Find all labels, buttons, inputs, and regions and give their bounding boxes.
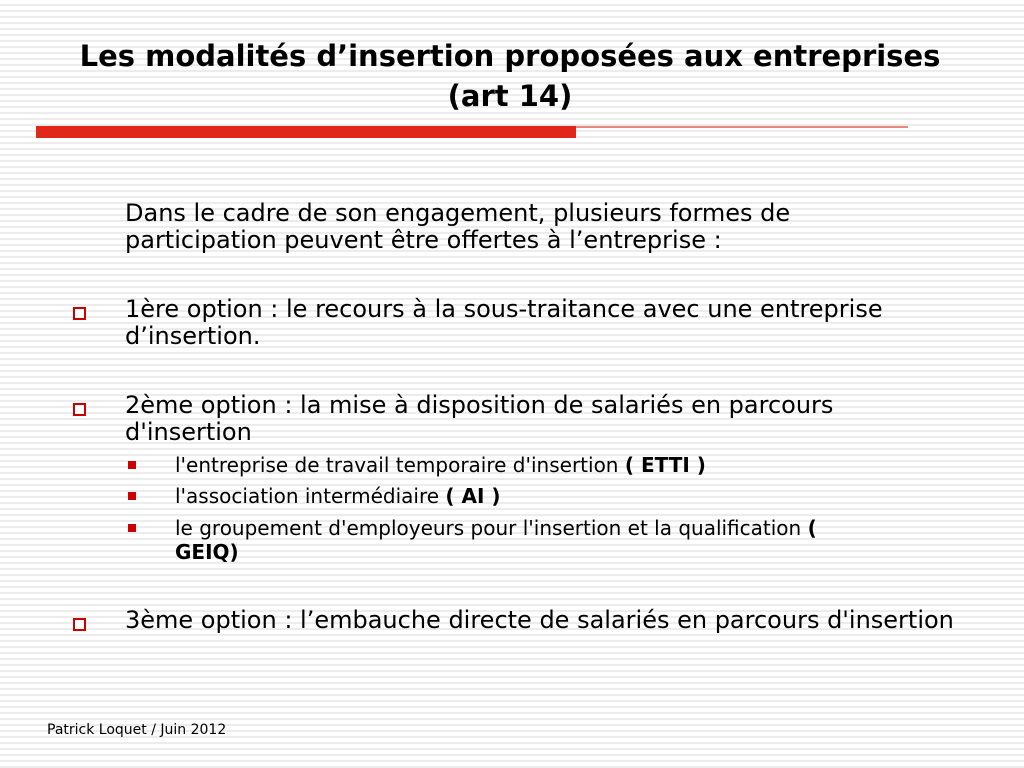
option-text: 3ème option : l’embauche directe de salariés en parcours d'insertion xyxy=(125,606,954,634)
sub-item-text xyxy=(175,484,875,508)
footer-credit: Patrick Loquet / Juin 2012 xyxy=(47,722,227,738)
sub-item-label: le groupement d'employeurs pour l'insertion et la qualification xyxy=(175,516,808,540)
sub-item-acronym: ( GEIQ) xyxy=(175,516,817,564)
sub-item-acronym: ( AI ) xyxy=(445,484,501,508)
filled-square-icon xyxy=(128,461,136,469)
hollow-square-icon xyxy=(73,618,86,631)
intro-paragraph: Dans le cadre de son engagement, plusieurs formes de participation peuvent être offertes à l’entreprise : xyxy=(125,199,791,254)
filled-square-icon xyxy=(128,492,136,500)
sub-item-label: l'entreprise de travail temporaire d'insertion xyxy=(175,453,625,477)
title-accent-bar xyxy=(36,126,576,138)
hollow-square-icon xyxy=(73,403,86,416)
filled-square-icon xyxy=(128,524,136,532)
sub-item-text xyxy=(175,453,875,477)
slide-title: Les modalités d’insertion proposées aux entreprises (art 14) xyxy=(79,39,941,113)
sub-item-text xyxy=(175,516,875,564)
option-text: 2ème option : la mise à disposition de salariés en parcours d'insertion xyxy=(125,391,834,446)
sub-item-acronym: ( ETTI ) xyxy=(624,453,706,477)
sub-item-label: l'association intermédiaire xyxy=(175,484,446,508)
option-text: 1ère option : le recours à la sous-traitance avec une entreprise d’insertion. xyxy=(125,295,883,350)
hollow-square-icon xyxy=(73,307,86,320)
title-rule-line xyxy=(576,126,908,128)
